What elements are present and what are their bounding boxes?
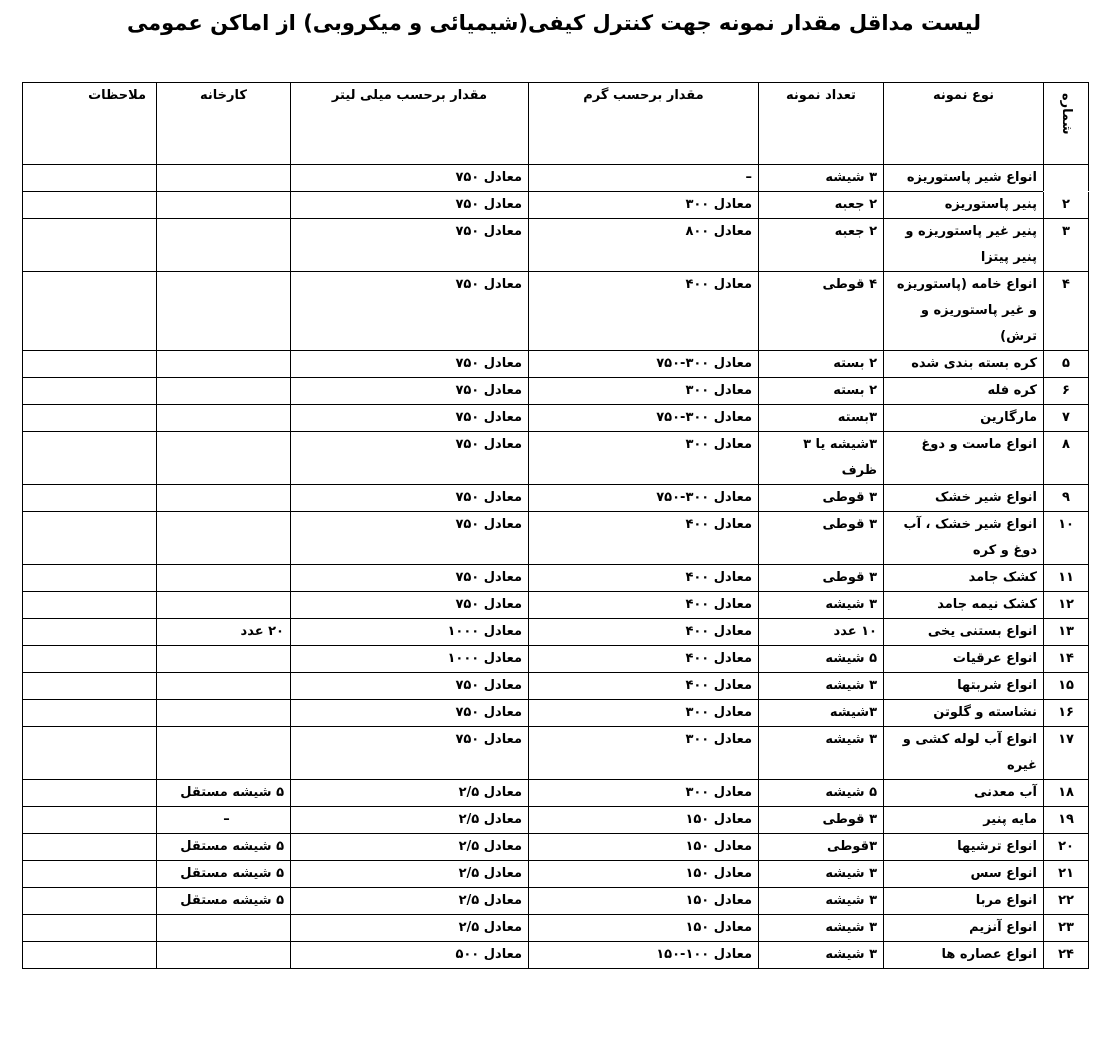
- sample-type: مایه پنیر: [884, 807, 1044, 834]
- sample-count: ۲ بسته: [759, 351, 884, 378]
- notes: [23, 405, 157, 432]
- factory: ۲۰ عدد: [157, 619, 291, 646]
- factory: [157, 700, 291, 727]
- table-row: [23, 619, 1089, 646]
- amount-ml: معادل ۷۵۰: [291, 700, 529, 727]
- header-notes: ملاحظات: [23, 83, 157, 165]
- amount-gram: معادل ۱۵۰: [529, 861, 759, 888]
- amount-ml: معادل ۷۵۰: [291, 378, 529, 405]
- notes: [23, 673, 157, 700]
- row-number: ۱۴: [1044, 646, 1089, 673]
- amount-ml: معادل ۲/۵: [291, 888, 529, 915]
- amount-gram: معادل ۳۰۰: [529, 192, 759, 219]
- amount-gram: معادل ۴۰۰: [529, 673, 759, 700]
- header-row-number: [1044, 83, 1089, 165]
- factory: [157, 512, 291, 565]
- sample-type: انواع مربا: [884, 888, 1044, 915]
- notes: [23, 888, 157, 915]
- notes: [23, 351, 157, 378]
- factory: [157, 915, 291, 942]
- sample-type: پنیر پاستوریزه: [884, 192, 1044, 219]
- factory: [157, 727, 291, 780]
- notes: [23, 272, 157, 351]
- sample-count: ۳ قوطی: [759, 807, 884, 834]
- amount-ml: معادل ۷۵۰: [291, 432, 529, 485]
- factory: [157, 942, 291, 969]
- row-number: ۲: [1044, 192, 1089, 219]
- sample-type: انواع شیر خشک ، آب دوغ و کره: [884, 512, 1044, 565]
- sample-count: ۳ شیشه: [759, 592, 884, 619]
- notes: [23, 700, 157, 727]
- table-row: [23, 915, 1089, 942]
- amount-gram: معادل ۳۰۰: [529, 378, 759, 405]
- row-number: ۸: [1044, 432, 1089, 485]
- sample-count: ۳بسته: [759, 405, 884, 432]
- table-row: [23, 780, 1089, 807]
- row-number: ۱۸: [1044, 780, 1089, 807]
- row-number: ۲۰: [1044, 834, 1089, 861]
- sample-type: انواع شیر خشک: [884, 485, 1044, 512]
- amount-gram: معادل ۸۰۰: [529, 219, 759, 272]
- sample-count: ۳قوطی: [759, 834, 884, 861]
- header-sample-type: نوع نمونه: [884, 83, 1044, 165]
- factory: [157, 192, 291, 219]
- notes: [23, 915, 157, 942]
- notes: [23, 219, 157, 272]
- sample-count: ۳ قوطی: [759, 565, 884, 592]
- sample-type: انواع سس: [884, 861, 1044, 888]
- row-number: ۲۳: [1044, 915, 1089, 942]
- sample-count: ۳ شیشه: [759, 915, 884, 942]
- sample-count: ۲ بسته: [759, 378, 884, 405]
- factory: ۵ شیشه مستقل: [157, 888, 291, 915]
- amount-ml: معادل ۷۵۰: [291, 565, 529, 592]
- header-amount-gram: مقدار برحسب گرم: [529, 83, 759, 165]
- row-number: ۱۹: [1044, 807, 1089, 834]
- sample-type: انواع شربتها: [884, 673, 1044, 700]
- table-row: [23, 485, 1089, 512]
- amount-ml: معادل ۱۰۰۰: [291, 646, 529, 673]
- table-row: [23, 673, 1089, 700]
- amount-ml: معادل ۷۵۰: [291, 351, 529, 378]
- amount-gram: معادل ۱۵۰: [529, 915, 759, 942]
- factory: [157, 219, 291, 272]
- amount-gram: معادل ۳۰۰-۷۵۰: [529, 485, 759, 512]
- sample-type: کره فله: [884, 378, 1044, 405]
- factory: [157, 592, 291, 619]
- table-row: [23, 888, 1089, 915]
- sample-type: انواع خامه (پاستوریزه و غیر پاستوریزه و ترش): [884, 272, 1044, 351]
- factory: [157, 351, 291, 378]
- amount-gram: معادل ۳۰۰: [529, 727, 759, 780]
- table-row: [23, 165, 1089, 192]
- sample-count: ۳ قوطی: [759, 485, 884, 512]
- amount-ml: معادل ۷۵۰: [291, 592, 529, 619]
- amount-gram: معادل ۴۰۰: [529, 512, 759, 565]
- sample-type: انواع ماست و دوغ: [884, 432, 1044, 485]
- table-row: [23, 807, 1089, 834]
- sample-count: ۳ قوطی: [759, 512, 884, 565]
- sample-count: ۴ قوطی: [759, 272, 884, 351]
- row-number: ۲۴: [1044, 942, 1089, 969]
- amount-ml: معادل ۵۰۰: [291, 942, 529, 969]
- table-row: [23, 219, 1089, 272]
- amount-gram: معادل ۴۰۰: [529, 646, 759, 673]
- factory: [157, 165, 291, 192]
- factory: [157, 405, 291, 432]
- sample-type: انواع آب لوله کشی و غیره: [884, 727, 1044, 780]
- table-row: [23, 727, 1089, 780]
- sample-count: ۱۰ عدد: [759, 619, 884, 646]
- amount-gram: معادل ۳۰۰: [529, 780, 759, 807]
- row-number: ۴: [1044, 272, 1089, 351]
- amount-gram: معادل ۴۰۰: [529, 565, 759, 592]
- amount-ml: معادل ۲/۵: [291, 861, 529, 888]
- table-row: [23, 405, 1089, 432]
- notes: [23, 565, 157, 592]
- row-number: ۱۶: [1044, 700, 1089, 727]
- table-row: [23, 512, 1089, 565]
- sample-type: انواع عصاره ها: [884, 942, 1044, 969]
- row-number: [1044, 165, 1089, 192]
- table-row: [23, 272, 1089, 351]
- sample-count: ۵ شیشه: [759, 780, 884, 807]
- sample-type: نشاسته و گلوتن: [884, 700, 1044, 727]
- amount-gram: معادل ۱۵۰: [529, 888, 759, 915]
- notes: [23, 432, 157, 485]
- table-row: [23, 351, 1089, 378]
- row-number: ۹: [1044, 485, 1089, 512]
- header-factory: کارخانه: [157, 83, 291, 165]
- row-number: ۷: [1044, 405, 1089, 432]
- header-sample-count: تعداد نمونه: [759, 83, 884, 165]
- amount-ml: معادل ۷۵۰: [291, 405, 529, 432]
- notes: [23, 619, 157, 646]
- factory: [157, 272, 291, 351]
- sample-type: کشک جامد: [884, 565, 1044, 592]
- sample-type: کشک نیمه جامد: [884, 592, 1044, 619]
- sample-count: ۳شیشه یا ۳ ظرف: [759, 432, 884, 485]
- factory: [157, 432, 291, 485]
- amount-ml: معادل ۷۵۰: [291, 485, 529, 512]
- factory: [157, 485, 291, 512]
- amount-gram: معادل ۳۰۰: [529, 700, 759, 727]
- sample-type: انواع عرقیات: [884, 646, 1044, 673]
- amount-ml: معادل ۷۵۰: [291, 219, 529, 272]
- notes: [23, 834, 157, 861]
- row-number: ۶: [1044, 378, 1089, 405]
- amount-gram: معادل ۳۰۰-۷۵۰: [529, 405, 759, 432]
- amount-gram: معادل ۱۵۰: [529, 834, 759, 861]
- page-title: لیست مداقل مقدار نمونه جهت کنترل کیفی(شیمیائی و میکروبی) از اماکن عمومی: [126, 11, 982, 35]
- amount-gram: معادل ۱۰۰-۱۵۰: [529, 942, 759, 969]
- notes: [23, 592, 157, 619]
- table-header-row: [23, 83, 1089, 165]
- table-row: [23, 861, 1089, 888]
- table-row: [23, 592, 1089, 619]
- amount-ml: معادل ۱۰۰۰: [291, 619, 529, 646]
- amount-gram: معادل ۱۵۰: [529, 807, 759, 834]
- amount-ml: معادل ۷۵۰: [291, 192, 529, 219]
- table-row: [23, 834, 1089, 861]
- header-amount-ml: مقدار برحسب میلی لیتر: [291, 83, 529, 165]
- amount-ml: معادل ۷۵۰: [291, 165, 529, 192]
- factory: ۵ شیشه مستقل: [157, 861, 291, 888]
- notes: [23, 512, 157, 565]
- row-number: ۱۲: [1044, 592, 1089, 619]
- notes: [23, 807, 157, 834]
- sample-type: آب معدنی: [884, 780, 1044, 807]
- amount-gram: معادل ۴۰۰: [529, 272, 759, 351]
- row-number: ۵: [1044, 351, 1089, 378]
- notes: [23, 165, 157, 192]
- amount-gram: معادل ۳۰۰: [529, 432, 759, 485]
- amount-ml: معادل ۷۵۰: [291, 727, 529, 780]
- sample-count: ۵ شیشه: [759, 646, 884, 673]
- table-row: [23, 432, 1089, 485]
- table-row: [23, 192, 1089, 219]
- factory: –: [157, 807, 291, 834]
- table-row: [23, 378, 1089, 405]
- factory: [157, 646, 291, 673]
- sample-type: انواع بستنی یخی: [884, 619, 1044, 646]
- notes: [23, 780, 157, 807]
- sample-count: ۳ شیشه: [759, 888, 884, 915]
- factory: ۵ شیشه مستقل: [157, 780, 291, 807]
- amount-gram: –: [529, 165, 759, 192]
- row-number: ۱۰: [1044, 512, 1089, 565]
- factory: [157, 378, 291, 405]
- row-number: ۱۳: [1044, 619, 1089, 646]
- table-row: [23, 565, 1089, 592]
- sample-count: ۳ شیشه: [759, 673, 884, 700]
- sample-type: پنیر غیر پاستوریزه و پنیر پیتزا: [884, 219, 1044, 272]
- row-number: ۱۱: [1044, 565, 1089, 592]
- notes: [23, 727, 157, 780]
- amount-ml: معادل ۷۵۰: [291, 272, 529, 351]
- table-row: [23, 942, 1089, 969]
- header-row-number-label: شماره: [1059, 93, 1074, 135]
- notes: [23, 485, 157, 512]
- row-number: ۲۱: [1044, 861, 1089, 888]
- sample-type: مارگارین: [884, 405, 1044, 432]
- factory: [157, 673, 291, 700]
- notes: [23, 942, 157, 969]
- table-row: [23, 700, 1089, 727]
- sample-count: ۳شیشه: [759, 700, 884, 727]
- amount-gram: معادل ۴۰۰: [529, 619, 759, 646]
- sample-count: ۳ شیشه: [759, 861, 884, 888]
- amount-gram: معادل ۳۰۰-۷۵۰: [529, 351, 759, 378]
- sample-type: انواع آنزیم: [884, 915, 1044, 942]
- row-number: ۱۷: [1044, 727, 1089, 780]
- amount-ml: معادل ۲/۵: [291, 780, 529, 807]
- sample-type: انواع ترشیها: [884, 834, 1044, 861]
- amount-ml: معادل ۲/۵: [291, 807, 529, 834]
- sample-count: ۲ جعبه: [759, 192, 884, 219]
- notes: [23, 861, 157, 888]
- amount-ml: معادل ۷۵۰: [291, 512, 529, 565]
- amount-ml: معادل ۲/۵: [291, 834, 529, 861]
- sample-count: ۳ شیشه: [759, 942, 884, 969]
- row-number: ۲۲: [1044, 888, 1089, 915]
- sample-type: کره بسته بندی شده: [884, 351, 1044, 378]
- sample-count: ۲ جعبه: [759, 219, 884, 272]
- amount-ml: معادل ۲/۵: [291, 915, 529, 942]
- table-row: [23, 646, 1089, 673]
- factory: ۵ شیشه مستقل: [157, 834, 291, 861]
- amount-ml: معادل ۷۵۰: [291, 673, 529, 700]
- sample-count: ۳ شیشه: [759, 727, 884, 780]
- notes: [23, 646, 157, 673]
- sample-quantity-table: [22, 82, 1089, 969]
- row-number: ۱۵: [1044, 673, 1089, 700]
- factory: [157, 565, 291, 592]
- amount-gram: معادل ۴۰۰: [529, 592, 759, 619]
- notes: [23, 378, 157, 405]
- sample-type: انواع شیر پاستوریزه: [884, 165, 1044, 192]
- row-number: ۳: [1044, 219, 1089, 272]
- sample-count: ۳ شیشه: [759, 165, 884, 192]
- notes: [23, 192, 157, 219]
